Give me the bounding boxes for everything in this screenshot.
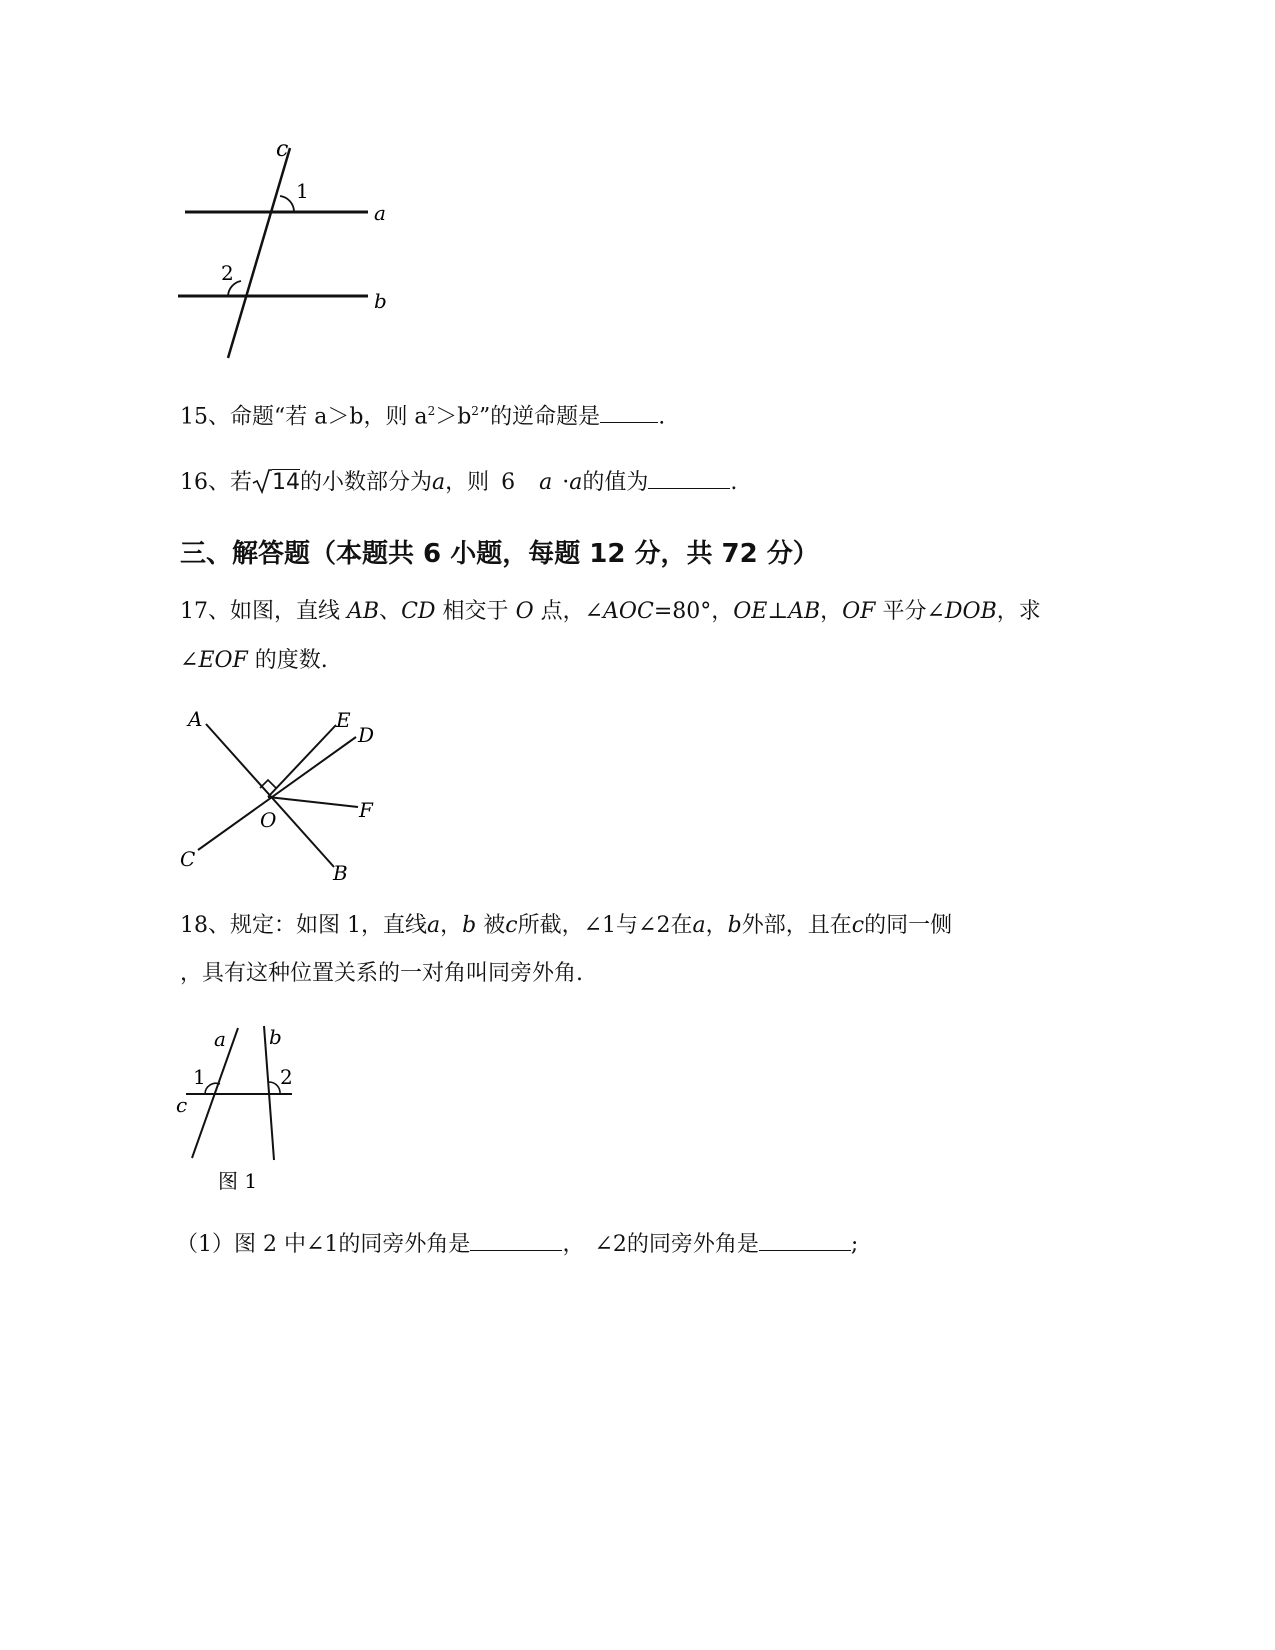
question-16	[180, 468, 737, 497]
q15-exponent-2: 2	[471, 404, 479, 418]
q18-var-c: c	[505, 913, 518, 938]
label-2: 2	[221, 261, 234, 285]
label-1: 1	[193, 1065, 206, 1089]
label-D: D	[358, 723, 375, 747]
q17-OF: OF	[842, 599, 876, 624]
q15-answer-blank[interactable]	[600, 402, 658, 423]
q17-t4: =80°，	[653, 599, 734, 624]
q16-answer-blank[interactable]	[648, 468, 730, 489]
q17-DOB: DOB	[944, 599, 997, 624]
label-b: b	[269, 1025, 282, 1049]
label-B: B	[333, 861, 348, 885]
q18-var-a: a	[427, 913, 441, 938]
q17-t6: ，	[820, 599, 843, 624]
q17-t3: 点，∠	[533, 599, 604, 624]
q17-t2: 相交于	[435, 599, 516, 624]
q18-t3: 所截，	[517, 913, 584, 938]
q18-t8: 的同一侧	[864, 913, 953, 938]
q17-t7: 平分∠	[875, 599, 945, 624]
q18-1-angle-1: ∠1	[305, 1232, 339, 1257]
q18-1-t1: 的同旁外角是	[338, 1232, 471, 1257]
q18-angle-1: ∠1	[583, 913, 617, 938]
q18-1-angle-2: ∠2	[594, 1232, 627, 1257]
angle-2-arc	[269, 1082, 280, 1094]
q18-t1: ，	[440, 913, 463, 938]
ray-OF	[268, 797, 358, 807]
label-c: c	[176, 1093, 188, 1117]
q17-t5: ⊥	[767, 599, 789, 624]
label-O: O	[260, 808, 277, 832]
label-C: C	[180, 847, 196, 871]
label-a: a	[214, 1027, 226, 1051]
label-1: 1	[296, 179, 309, 203]
q18-1-answer-blank-1[interactable]	[470, 1230, 562, 1251]
question-18-line-1	[180, 912, 952, 940]
line-CD	[198, 737, 356, 850]
label-E: E	[336, 708, 351, 732]
sqrt-symbol	[252, 468, 300, 497]
q15-text-post: ”的逆命题是	[478, 404, 601, 430]
sqrt-radicand: 14	[272, 470, 300, 495]
q18-var-c-2: c	[851, 913, 865, 938]
q18-1-end: ;	[850, 1232, 859, 1257]
q18-var-b: b	[462, 913, 477, 938]
label-b: b	[374, 289, 387, 313]
q16-dot: ·	[562, 470, 570, 495]
q17-AB-2: AB	[788, 599, 821, 624]
q17-AB: AB	[347, 599, 380, 624]
figure-intersecting-lines	[170, 700, 400, 890]
q15-end: .	[658, 404, 666, 430]
q18-1-t2: ，	[562, 1232, 585, 1257]
q16-text-1: 的小数部分为	[300, 470, 433, 495]
q18-1-t3: 的同旁外角是	[626, 1232, 759, 1257]
line-c	[228, 148, 290, 358]
q17-line2-text: 的度数.	[247, 648, 328, 673]
q17-t8: ，求	[996, 599, 1041, 624]
q18-angle-2: ∠2	[638, 913, 671, 938]
question-15	[180, 397, 665, 431]
q17-OE: OE	[733, 599, 768, 624]
question-17-line-2	[180, 647, 328, 675]
q18-1-number: （1）图 2 中	[176, 1232, 306, 1257]
q18-t7: 外部，且在	[741, 913, 852, 938]
ray-OE	[268, 725, 336, 797]
q18-1-answer-blank-2[interactable]	[759, 1230, 851, 1251]
q17-number: 17、如图，直线	[180, 599, 347, 624]
q17-angle-symbol: ∠	[180, 648, 199, 673]
q16-var-a-2: a	[539, 470, 553, 495]
q17-AOC: AOC	[603, 599, 654, 624]
radical-sign-icon	[252, 468, 272, 494]
q15-number: 15、	[180, 404, 230, 430]
q15-text-mid: ＞b	[435, 404, 472, 430]
q18-number: 18、规定：如图 1，直线	[180, 913, 427, 938]
q16-end: .	[730, 470, 738, 495]
q15-text-pre: 命题“若 a＞b，则 a	[230, 404, 428, 430]
q17-O: O	[515, 599, 534, 624]
label-A: A	[188, 707, 203, 731]
q18-var-a-2: a	[692, 913, 706, 938]
q18-t5: 在	[670, 913, 693, 938]
q16-number: 16、若	[180, 470, 252, 495]
question-18-part-1	[176, 1230, 858, 1259]
q17-EOF: EOF	[198, 648, 248, 673]
label-F: F	[359, 798, 373, 822]
figure-1-exterior-angles	[170, 1020, 310, 1200]
q16-var-a-3: a	[569, 470, 583, 495]
q16-text-2: ，则	[445, 470, 490, 495]
q16-six: 6	[501, 470, 516, 495]
question-18-line-2: ，具有这种位置关系的一对角叫同旁外角.	[180, 961, 583, 986]
q17-CD: CD	[401, 599, 436, 624]
q15-exponent-1: 2	[427, 404, 436, 418]
figure-caption: 图 1	[218, 1169, 258, 1193]
q18-var-b-2: b	[727, 913, 742, 938]
question-17-line-1	[180, 598, 1041, 626]
q16-var-a: a	[432, 470, 446, 495]
q18-t6: ，	[705, 913, 728, 938]
label-a: a	[374, 201, 386, 225]
q17-t1: 、	[379, 599, 402, 624]
angle-1-arc	[280, 196, 294, 212]
q18-t2: 被	[476, 913, 506, 938]
q16-text-3: 的值为	[582, 470, 649, 495]
section-3-heading: 三、解答题（本题共 6 小题，每题 12 分，共 72 分）	[180, 539, 819, 569]
label-2: 2	[280, 1065, 293, 1089]
label-c: c	[276, 137, 289, 162]
figure-parallel-lines	[170, 130, 410, 370]
q18-t4: 与	[616, 913, 639, 938]
